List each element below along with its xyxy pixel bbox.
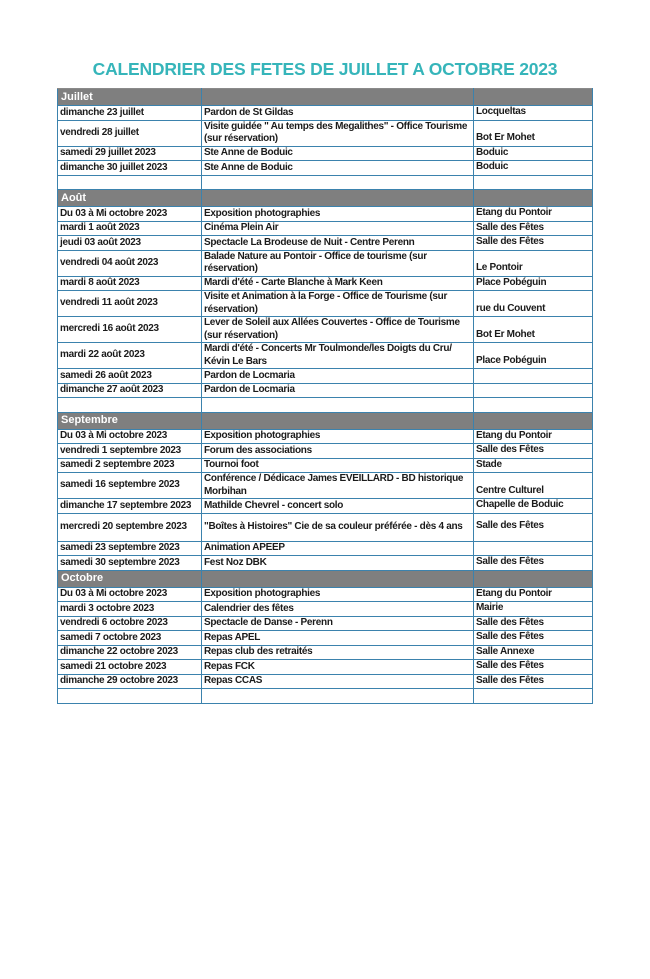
event-place-cell: Bot Er Mohet: [474, 120, 593, 146]
event-name-cell: Ste Anne de Boduic: [202, 146, 474, 161]
event-name-cell: Visite guidée " Au temps des Megalithes" - Office Tourisme (sur réservation): [202, 120, 474, 146]
event-name-cell: Repas club des retraités: [202, 645, 474, 660]
spacer-row: [58, 689, 593, 704]
event-place-cell: Place Pobéguin: [474, 276, 593, 291]
event-name-cell: Repas CCAS: [202, 674, 474, 689]
event-date-cell: Du 03 à Mi octobre 2023: [58, 429, 202, 444]
event-name-cell: [202, 398, 474, 413]
event-date-cell: dimanche 17 septembre 2023: [58, 499, 202, 514]
event-name-cell: Forum des associations: [202, 444, 474, 459]
event-place-cell: [474, 689, 593, 704]
event-place-cell: Salle des Fêtes: [474, 616, 593, 631]
event-name-cell: Pardon de Locmaria: [202, 369, 474, 384]
event-place-cell: Etang du Pontoir: [474, 207, 593, 222]
event-place-cell: rue du Couvent: [474, 291, 593, 317]
event-row: [58, 631, 593, 646]
event-row: [58, 106, 593, 121]
event-place-cell: Salle des Fêtes: [474, 221, 593, 236]
event-row: [58, 499, 593, 514]
event-row: [58, 444, 593, 459]
event-place-cell: Salle des Fêtes: [474, 444, 593, 459]
event-date-cell: samedi 7 octobre 2023: [58, 631, 202, 646]
event-date-cell: dimanche 30 juillet 2023: [58, 161, 202, 176]
event-row: [58, 120, 593, 146]
event-date-cell: [58, 175, 202, 190]
event-row: [58, 317, 593, 343]
event-name-cell: [202, 689, 474, 704]
event-date-cell: Du 03 à Mi octobre 2023: [58, 587, 202, 602]
month-label: Octobre: [58, 570, 202, 587]
event-place-cell: [474, 175, 593, 190]
event-place-cell: Chapelle de Boduic: [474, 499, 593, 514]
event-name-cell: Exposition photographies: [202, 429, 474, 444]
event-name-cell: Tournoi foot: [202, 458, 474, 473]
event-date-cell: samedi 30 septembre 2023: [58, 556, 202, 571]
event-place-cell: Salle des Fêtes: [474, 556, 593, 571]
event-place-cell: Boduic: [474, 161, 593, 176]
event-row: [58, 146, 593, 161]
event-row: [58, 541, 593, 556]
event-row: [58, 291, 593, 317]
event-row: [58, 645, 593, 660]
event-date-cell: mardi 8 août 2023: [58, 276, 202, 291]
event-name-cell: Pardon de Locmaria: [202, 383, 474, 398]
event-row: [58, 556, 593, 571]
spacer-row: [58, 175, 593, 190]
event-date-cell: mercredi 16 août 2023: [58, 317, 202, 343]
event-row: [58, 674, 593, 689]
event-date-cell: samedi 21 octobre 2023: [58, 660, 202, 675]
event-date-cell: Du 03 à Mi octobre 2023: [58, 207, 202, 222]
month-header-row: [58, 570, 593, 587]
event-date-cell: samedi 26 août 2023: [58, 369, 202, 384]
event-name-cell: Calendrier des fêtes: [202, 602, 474, 617]
month-header-row: [58, 89, 593, 106]
event-name-cell: Mardi d'été - Concerts Mr Toulmonde/les Doigts du Cru/ Kévin Le Bars: [202, 343, 474, 369]
event-place-cell: [474, 369, 593, 384]
event-place-cell: [474, 383, 593, 398]
event-name-cell: Fest Noz DBK: [202, 556, 474, 571]
event-date-cell: vendredi 28 juillet: [58, 120, 202, 146]
page-title: CALENDRIER DES FETES DE JUILLET A OCTOBRE 2023: [92, 59, 558, 79]
event-date-cell: dimanche 29 octobre 2023: [58, 674, 202, 689]
event-row: [58, 221, 593, 236]
event-name-cell: Mathilde Chevrel - concert solo: [202, 499, 474, 514]
event-date-cell: jeudi 03 août 2023: [58, 236, 202, 251]
event-date-cell: dimanche 22 octobre 2023: [58, 645, 202, 660]
event-date-cell: mardi 1 août 2023: [58, 221, 202, 236]
event-place-cell: Salle des Fêtes: [474, 236, 593, 251]
month-label: Juillet: [58, 89, 202, 106]
events-table-body: [58, 89, 593, 704]
event-row: [58, 660, 593, 675]
event-name-cell: Lever de Soleil aux Allées Couvertes - Office de Tourisme (sur réservation): [202, 317, 474, 343]
event-row: [58, 429, 593, 444]
event-date-cell: vendredi 1 septembre 2023: [58, 444, 202, 459]
event-place-cell: Etang du Pontoir: [474, 587, 593, 602]
event-place-cell: Mairie: [474, 602, 593, 617]
month-header-spacer: [202, 412, 474, 429]
events-calendar-table: [57, 88, 593, 704]
event-row: [58, 616, 593, 631]
event-place-cell: [474, 398, 593, 413]
event-row: [58, 587, 593, 602]
month-header-spacer: [202, 89, 474, 106]
event-name-cell: Repas APEL: [202, 631, 474, 646]
event-name-cell: Exposition photographies: [202, 207, 474, 222]
event-name-cell: Balade Nature au Pontoir - Office de tourisme (sur réservation): [202, 250, 474, 276]
event-place-cell: Salle Annexe: [474, 645, 593, 660]
event-place-cell: Salle des Fêtes: [474, 674, 593, 689]
event-date-cell: vendredi 11 août 2023: [58, 291, 202, 317]
event-name-cell: Spectacle de Danse - Perenn: [202, 616, 474, 631]
event-date-cell: mardi 22 août 2023: [58, 343, 202, 369]
event-date-cell: mardi 3 octobre 2023: [58, 602, 202, 617]
event-row: [58, 369, 593, 384]
event-name-cell: Pardon de St Gildas: [202, 106, 474, 121]
event-place-cell: Le Pontoir: [474, 250, 593, 276]
event-date-cell: dimanche 27 août 2023: [58, 383, 202, 398]
month-header-row: [58, 190, 593, 207]
event-place-cell: Salle des Fêtes: [474, 631, 593, 646]
event-row: [58, 513, 593, 541]
event-date-cell: samedi 16 septembre 2023: [58, 473, 202, 499]
event-row: [58, 250, 593, 276]
event-date-cell: vendredi 04 août 2023: [58, 250, 202, 276]
event-date-cell: samedi 29 juillet 2023: [58, 146, 202, 161]
event-name-cell: Repas FCK: [202, 660, 474, 675]
document-page: [0, 59, 650, 979]
event-row: [58, 602, 593, 617]
event-name-cell: Spectacle La Brodeuse de Nuit - Centre Perenn: [202, 236, 474, 251]
event-row: [58, 236, 593, 251]
event-row: [58, 473, 593, 499]
event-place-cell: Place Pobéguin: [474, 343, 593, 369]
month-header-row: [58, 412, 593, 429]
event-date-cell: mercredi 20 septembre 2023: [58, 513, 202, 541]
event-place-cell: Stade: [474, 458, 593, 473]
event-date-cell: [58, 689, 202, 704]
event-place-cell: Salle des Fêtes: [474, 660, 593, 675]
month-header-spacer: [202, 570, 474, 587]
event-name-cell: [202, 175, 474, 190]
event-name-cell: Mardi d'été - Carte Blanche à Mark Keen: [202, 276, 474, 291]
spacer-row: [58, 398, 593, 413]
event-date-cell: vendredi 6 octobre 2023: [58, 616, 202, 631]
event-place-cell: Locqueltas: [474, 106, 593, 121]
month-header-spacer: [474, 412, 593, 429]
event-row: [58, 383, 593, 398]
month-label: Août: [58, 190, 202, 207]
event-place-cell: Boduic: [474, 146, 593, 161]
event-row: [58, 207, 593, 222]
event-date-cell: dimanche 23 juillet: [58, 106, 202, 121]
month-header-spacer: [474, 190, 593, 207]
event-place-cell: Centre Culturel: [474, 473, 593, 499]
event-date-cell: [58, 398, 202, 413]
event-name-cell: Animation APEEP: [202, 541, 474, 556]
event-name-cell: Conférence / Dédicace James EVEILLARD - BD historique Morbihan: [202, 473, 474, 499]
event-date-cell: samedi 23 septembre 2023: [58, 541, 202, 556]
month-header-spacer: [474, 89, 593, 106]
month-header-spacer: [202, 190, 474, 207]
event-date-cell: samedi 2 septembre 2023: [58, 458, 202, 473]
event-name-cell: Exposition photographies: [202, 587, 474, 602]
event-name-cell: Ste Anne de Boduic: [202, 161, 474, 176]
month-header-spacer: [474, 570, 593, 587]
event-place-cell: Salle des Fêtes: [474, 513, 593, 541]
event-place-cell: [474, 541, 593, 556]
event-row: [58, 276, 593, 291]
event-name-cell: Visite et Animation à la Forge - Office de Tourisme (sur réservation): [202, 291, 474, 317]
event-place-cell: Bot Er Mohet: [474, 317, 593, 343]
event-row: [58, 343, 593, 369]
event-row: [58, 458, 593, 473]
event-name-cell: "Boîtes à Histoires" Cie de sa couleur préférée - dès 4 ans: [202, 513, 474, 541]
month-label: Septembre: [58, 412, 202, 429]
event-name-cell: Cinéma Plein Air: [202, 221, 474, 236]
event-place-cell: Etang du Pontoir: [474, 429, 593, 444]
event-row: [58, 161, 593, 176]
